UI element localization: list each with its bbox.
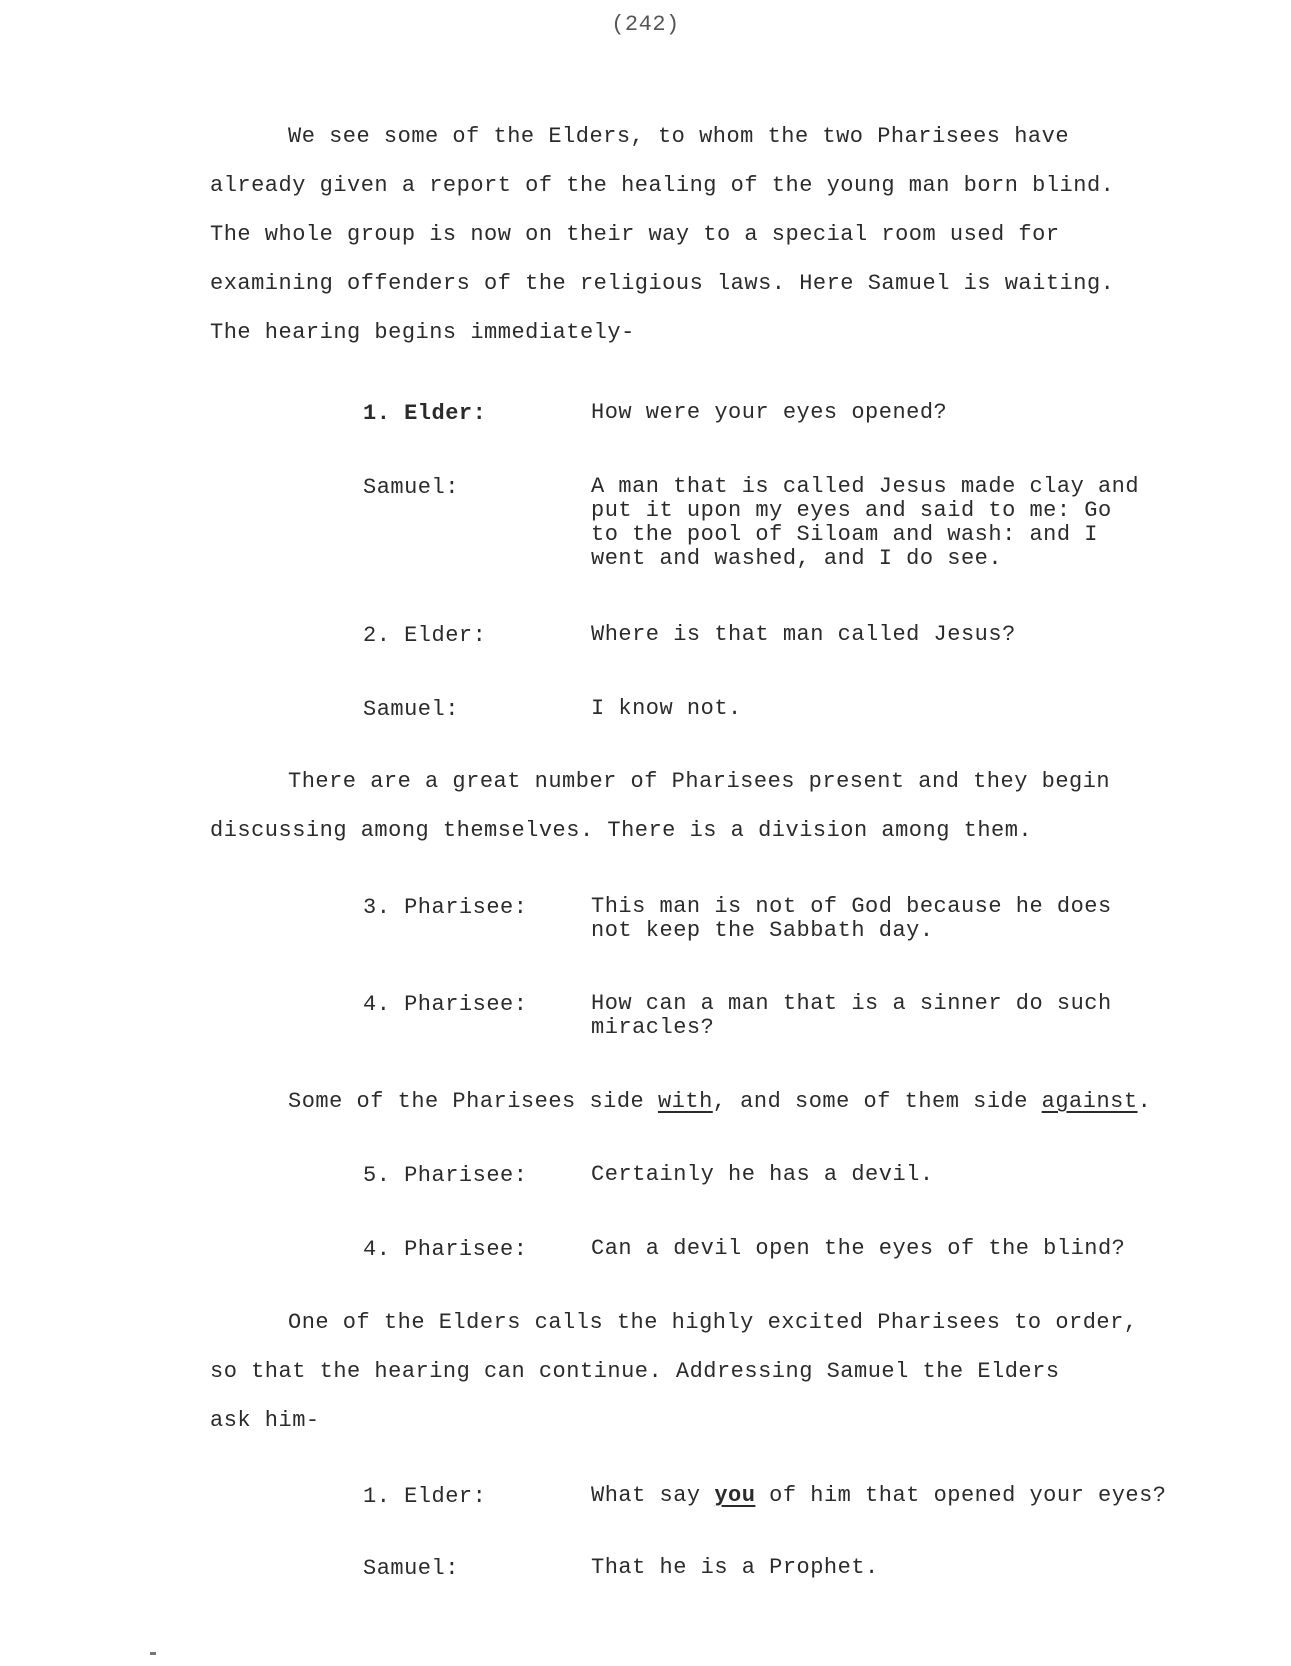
speech-line: Where is that man called Jesus? <box>591 622 1016 647</box>
speech-text <box>591 697 1231 721</box>
stray-ink-mark <box>150 1652 156 1655</box>
paragraph-line: There are a great number of Pharisees present and they begin <box>288 769 1111 794</box>
speaker-label: Samuel: <box>363 1556 459 1581</box>
speech-text <box>591 1237 1231 1261</box>
speaker-label: 2. Elder: <box>363 623 487 648</box>
text-segment: , and some of them side <box>712 1089 1042 1114</box>
speech-line: That he is a Prophet. <box>591 1555 879 1580</box>
speech-text <box>591 895 1231 943</box>
speech-text <box>591 1163 1231 1187</box>
speech-line: went and washed, and I do see. <box>591 546 1003 571</box>
speech-line: put it upon my eyes and said to me: Go <box>591 498 1112 523</box>
underlined-word: with <box>657 1089 713 1114</box>
paragraph-line: The hearing begins immediately- <box>210 320 635 345</box>
paragraph-line: so that the hearing can continue. Addressing Samuel the Elders <box>210 1359 1060 1384</box>
speaker-label: 4. Pharisee: <box>363 1237 528 1262</box>
speech-line: to the pool of Siloam and wash: and I <box>591 522 1098 547</box>
speech-line: How can a man that is a sinner do such <box>591 991 1112 1016</box>
speech-line: A man that is called Jesus made clay and <box>591 474 1140 499</box>
speech-line: This man is not of God because he does <box>591 894 1112 919</box>
paragraph-line <box>210 1077 1230 1126</box>
paragraph-line: ask him- <box>210 1408 320 1433</box>
intro-paragraph <box>210 112 1230 357</box>
speech-text <box>591 401 1231 425</box>
speech-text <box>591 623 1231 647</box>
paragraph-line: already given a report of the healing of the young man born blind. <box>210 173 1115 198</box>
underlined-word: you <box>714 1483 756 1508</box>
text-segment: of him that opened your eyes? <box>755 1483 1167 1508</box>
paragraph-line: One of the Elders calls the highly excited Pharisees to order, <box>288 1310 1138 1335</box>
narration-paragraph <box>210 1077 1230 1126</box>
text-segment: What say <box>591 1483 715 1508</box>
speaker-label: 4. Pharisee: <box>363 992 528 1017</box>
text-segment: . <box>1137 1089 1152 1114</box>
speaker-label: 3. Pharisee: <box>363 895 528 920</box>
speech-line: Certainly he has a devil. <box>591 1162 934 1187</box>
speech-line: Can a devil open the eyes of the blind? <box>591 1236 1126 1261</box>
speech-text <box>591 1556 1231 1580</box>
page-number: (242) <box>611 12 680 37</box>
narration-paragraph <box>210 1298 1230 1445</box>
speech-text <box>591 1484 1231 1508</box>
underlined-word: against <box>1041 1089 1138 1114</box>
paragraph-line: The whole group is now on their way to a special room used for <box>210 222 1060 247</box>
text-segment: Some of the Pharisees side <box>288 1089 658 1114</box>
narration-paragraph <box>210 757 1230 855</box>
speech-line: How were your eyes opened? <box>591 400 948 425</box>
paragraph-line: discussing among themselves. There is a division among them. <box>210 818 1033 843</box>
speaker-label: 1. Elder: <box>363 1484 487 1509</box>
paragraph-line: examining offenders of the religious laws. Here Samuel is waiting. <box>210 271 1115 296</box>
speaker-label: 5. Pharisee: <box>363 1163 528 1188</box>
speech-line: not keep the Sabbath day. <box>591 918 934 943</box>
speech-line: miracles? <box>591 1015 715 1040</box>
speech-text <box>591 992 1231 1040</box>
speaker-label: Samuel: <box>363 475 459 500</box>
speech-line <box>591 1484 1231 1508</box>
speech-line: I know not. <box>591 696 742 721</box>
speech-text <box>591 475 1231 571</box>
speaker-label: Samuel: <box>363 697 459 722</box>
paragraph-line: We see some of the Elders, to whom the two Pharisees have <box>288 124 1070 149</box>
speaker-label: 1. Elder: <box>363 401 487 426</box>
